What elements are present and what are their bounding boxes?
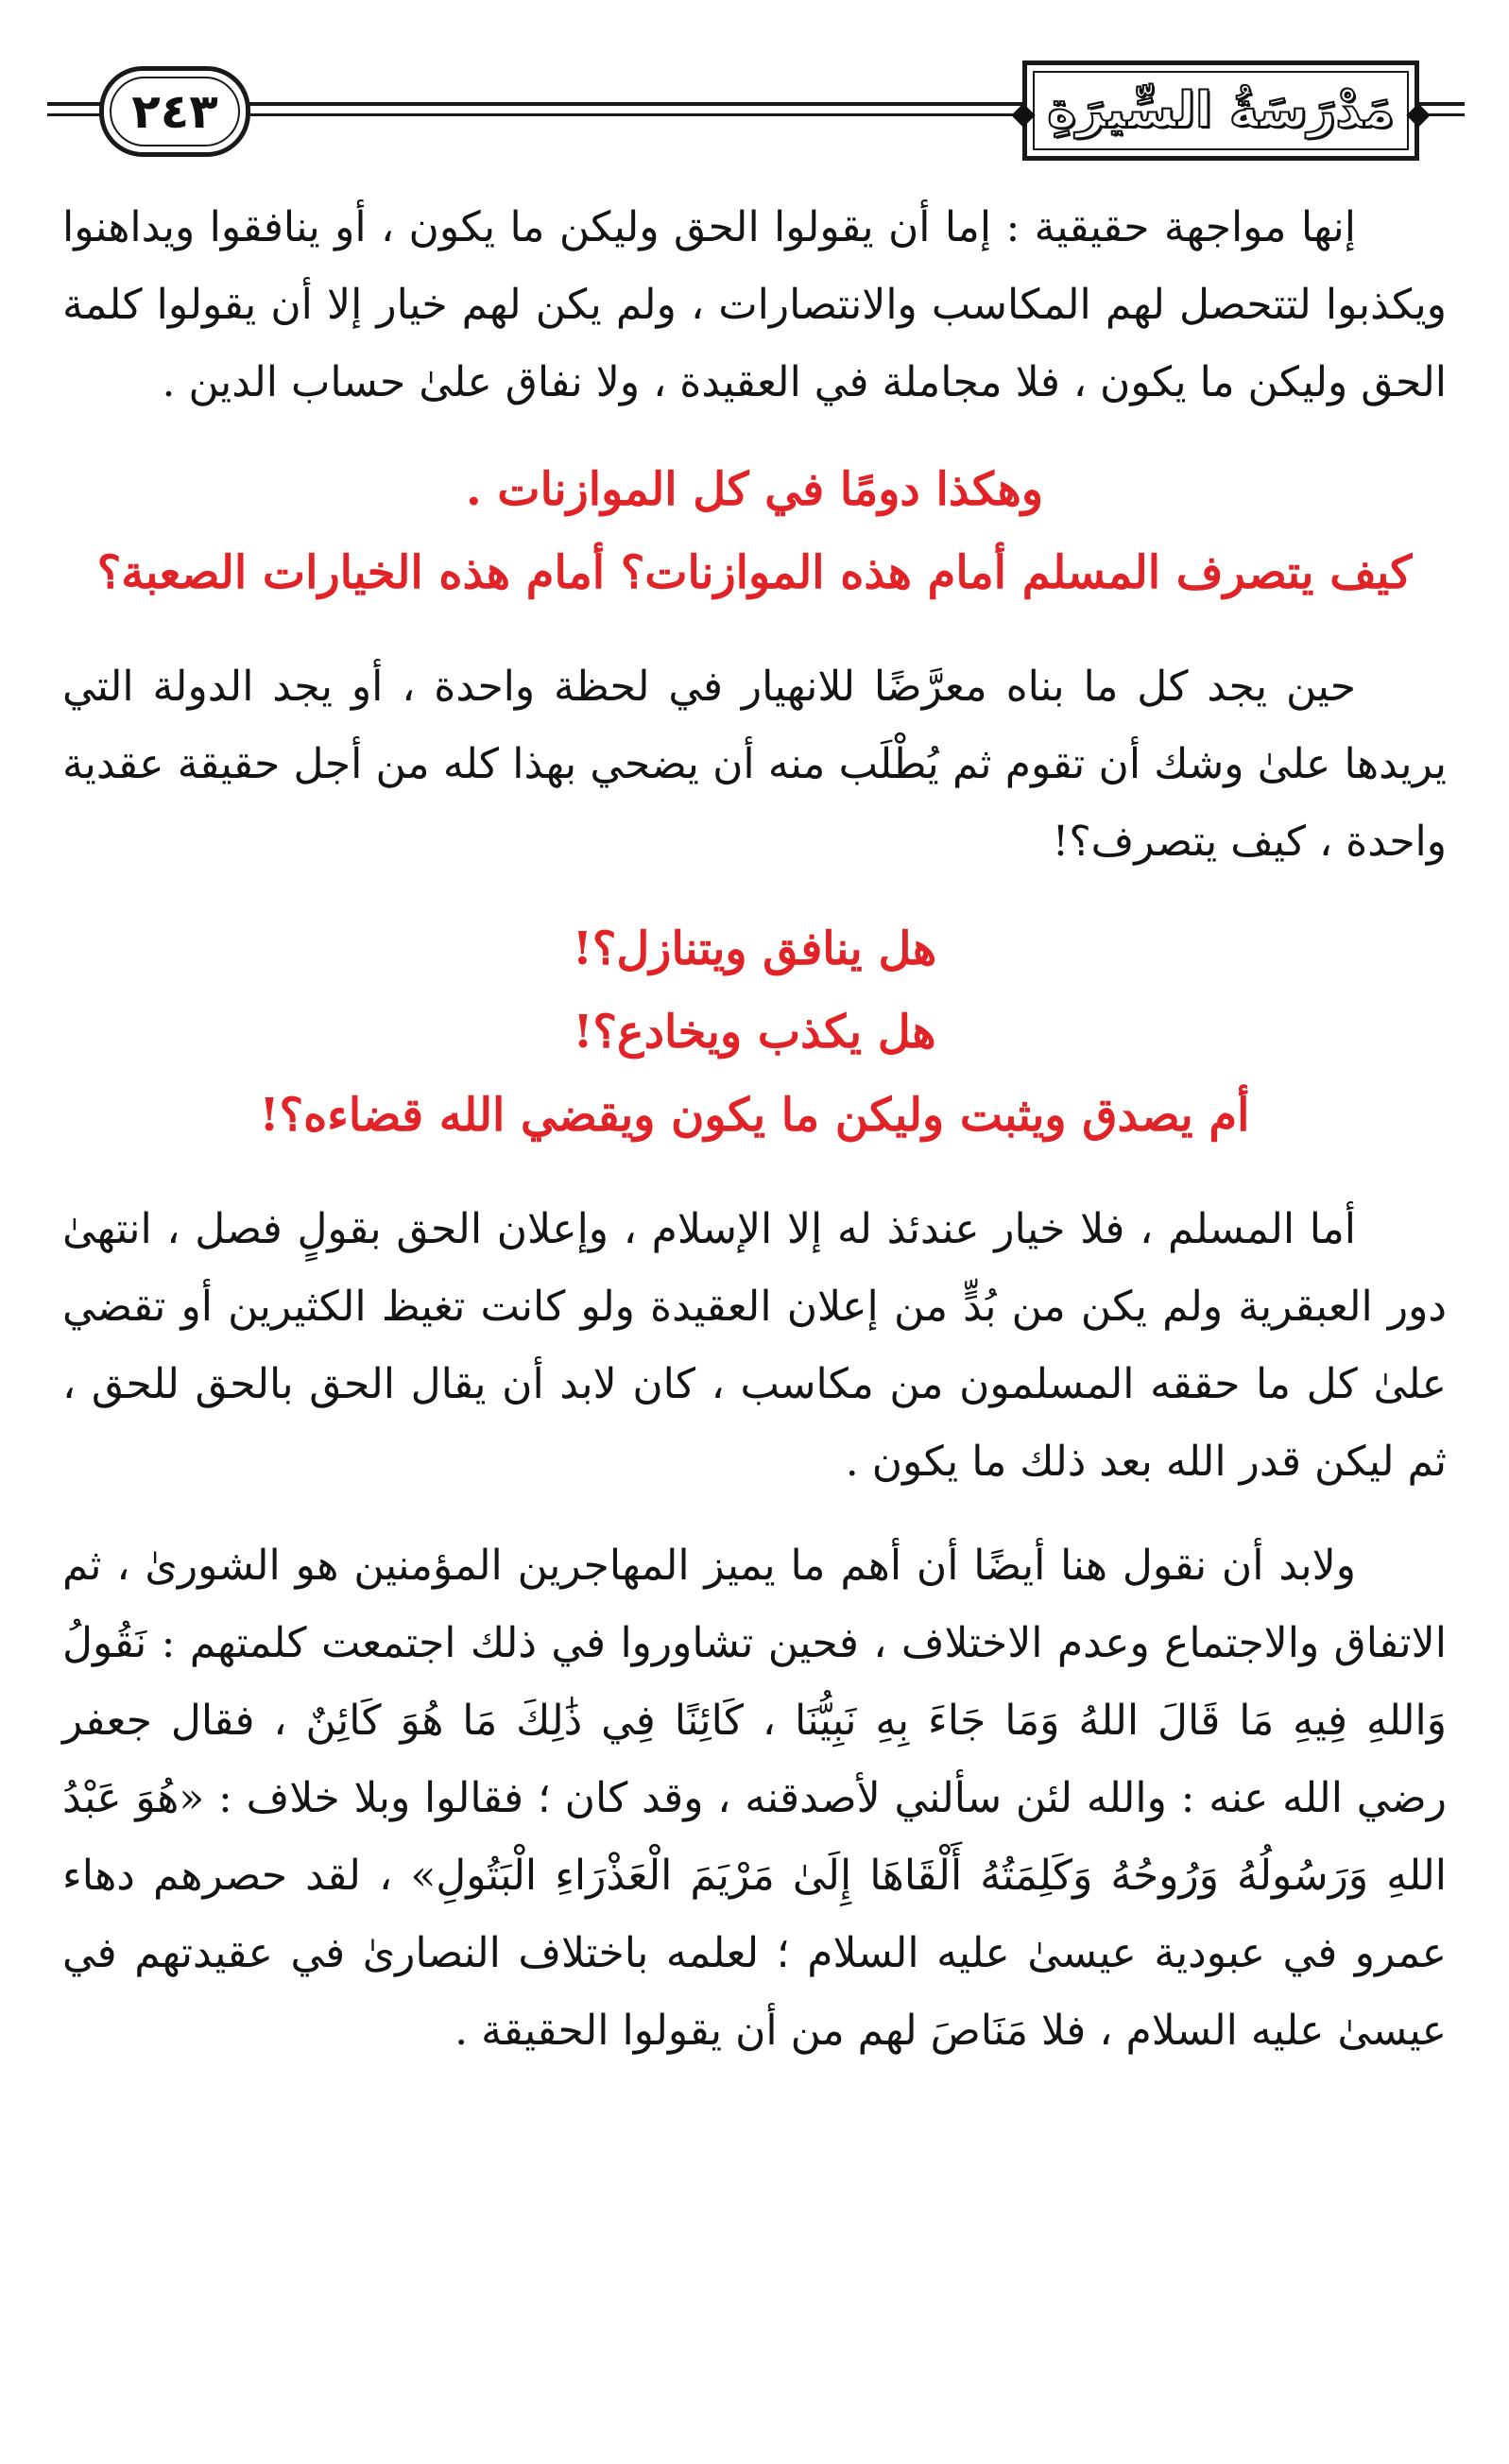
paragraph-3: أما المسلم ، فلا خيار عندئذ له إلا الإسلام ، وإعلان الحق بقولٍ فصل ، انتهىٰ دور العبقرية ولم يكن من بُدٍّ من إعلان العقيدة ولو كانت تغيظ الكثيرين أو تقضي علىٰ كل ما حققه المسلمون من مكاسب ، كان لابد أن يقال الحق بالحق للحق ، ثم ليكن قدر الله بعد ذلك ما يكون . (62, 1205, 1447, 1486)
book-title-frame (1022, 60, 1419, 161)
book-title: مَدْرَسَةُ السِّيرَةِ (1047, 82, 1395, 139)
heading-line: هل يكذب ويخادع؟! (573, 1006, 936, 1059)
heading-line: أم يصدق ويثبت وليكن ما يكون ويقضي الله قضاءه؟! (259, 1089, 1250, 1142)
heading-group-2 (62, 907, 1447, 1157)
ornament-diamond (1011, 103, 1035, 127)
ornament-diamond (1406, 103, 1430, 127)
paragraph-1: إنها مواجهة حقيقية : إما أن يقولوا الحق وليكن ما يكون ، أو ينافقوا ويداهنوا ويكذبوا لتتحصل لهم المكاسب والانتصارات ، ولم يكن لهم خيار إلا أن يقولوا كلمة الحق وليكن ما يكون ، فلا مجاملة في العقيدة ، ولا نفاق علىٰ حساب الدين . (62, 203, 1447, 406)
page-body (62, 189, 1447, 2070)
heading-line: هل ينافق ويتنازل؟! (572, 922, 937, 975)
page-number-frame (99, 66, 250, 157)
paragraph-2: حين يجد كل ما بناه معرَّضًا للانهيار في لحظة واحدة ، أو يجد الدولة التي يريدها علىٰ وشك أن تقوم ثم يُطْلَب منه أن يضحي بهذا كله من أجل حقيقة عقدية واحدة ، كيف يتصرف؟! (62, 663, 1447, 866)
heading-line: كيف يتصرف المسلم أمام هذه الموازنات؟ أمام هذه الخيارات الصعبة؟ (96, 546, 1413, 599)
page-header (47, 47, 1465, 151)
paragraph-4: ولابد أن نقول هنا أيضًا أن أهم ما يميز المهاجرين المؤمنين هو الشورىٰ ، ثم الاتفاق والاجتماع وعدم الاختلاف ، فحين تشاوروا في ذلك اجتمعت كلمتهم : نَقُولُ وَاللهِ فِيهِ مَا قَالَ اللهُ وَمَا جَاءَ بِهِ نَبِيُّنَا ، كَائِنًا فِي ذَٰلِكَ مَا هُوَ كَائِنٌ ، فقال جعفر رضي الله عنه : والله لئن سألني لأصدقنه ، وقد كان ؛ فقالوا وبلا خلاف : «هُوَ عَبْدُ اللهِ وَرَسُولُهُ وَرُوحُهُ وَكَلِمَتُهُ أَلْقَاهَا إِلَىٰ مَرْيَمَ الْعَذْرَاءِ الْبَتُولِ» ، لقد حصرهم دهاء عمرو في عبودية عيسىٰ عليه السلام ؛ لعلمه باختلاف النصارىٰ في عقيدتهم في عيسىٰ عليه السلام ، فلا مَنَاصَ لهم من أن يقولوا الحقيقة . (62, 1542, 1448, 2055)
heading-group-1 (62, 448, 1447, 614)
heading-line: وهكذا دومًا في كل الموازنات . (465, 463, 1044, 516)
page-number: ٢٤٣ (131, 84, 218, 139)
